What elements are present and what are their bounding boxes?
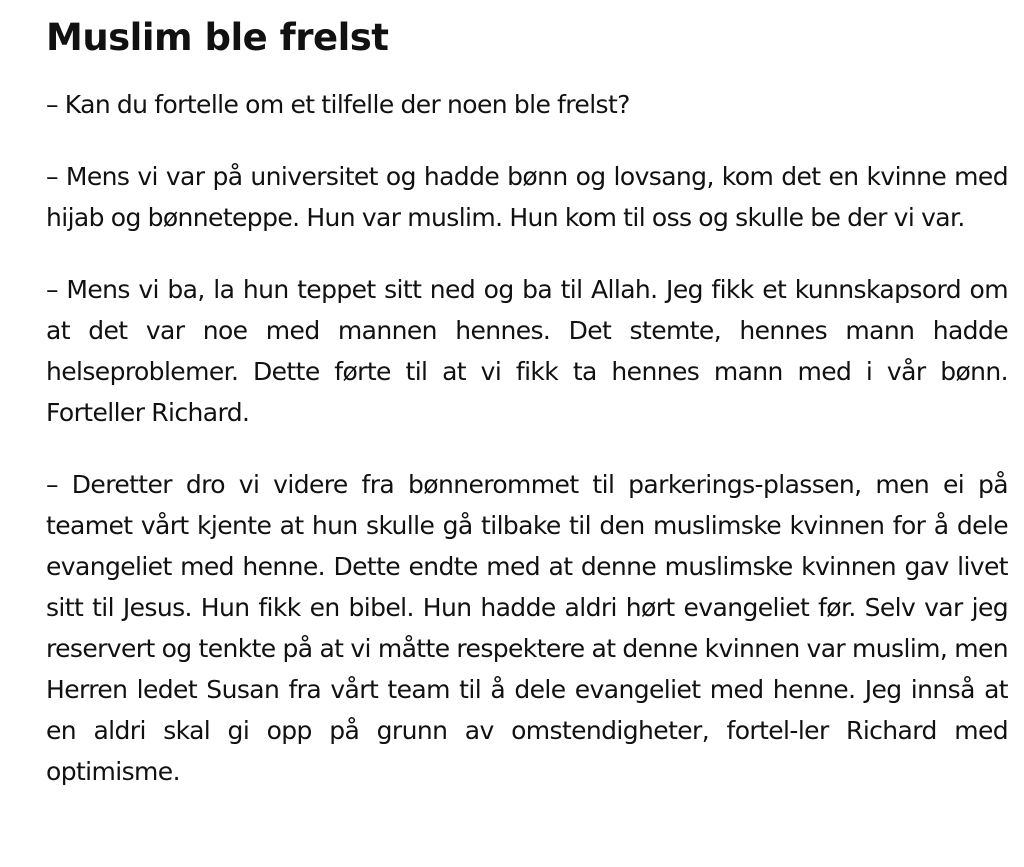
paragraph-university: – Mens vi var på universitet og hadde bønn og lovsang, kom det en kvinne med hijab og bønneteppe. Hun var muslim. Hun kom til oss og skulle be der vi var. bbox=[46, 162, 1008, 232]
article-section bbox=[46, 14, 1008, 792]
paragraph-prayer: – Mens vi ba, la hun teppet sitt ned og ba til Allah. Jeg fikk et kunnskapsord om at det var noe med mannen hennes. Det stemte, hennes mann hadde helseproblemer. Dette førte til at vi fikk ta hennes mann med i vår bønn. Forteller Richard. bbox=[46, 275, 1008, 427]
paragraph-question: – Kan du fortelle om et tilfelle der noen ble frelst? bbox=[46, 90, 630, 119]
section-heading: Muslim ble frelst bbox=[46, 16, 389, 59]
paragraph-gospel: – Deretter dro vi videre fra bønnerommet til parkerings-plassen, men ei på teamet vårt kjente at hun skulle gå tilbake til den muslimske kvinnen for å dele evangeliet med henne. Dette endte med at denne muslimske kvinnen gav livet sitt til Jesus. Hun fikk en bibel. Hun hadde aldri hørt evangeliet før. Selv var jeg reservert og tenkte på at vi måtte respektere at denne kvinnen var muslim, men Herren ledet Susan fra vårt team til å dele evangeliet med henne. Jeg innså at en aldri skal gi opp på grunn av omstendigheter, fortel-ler Richard med optimisme. bbox=[46, 470, 1008, 786]
